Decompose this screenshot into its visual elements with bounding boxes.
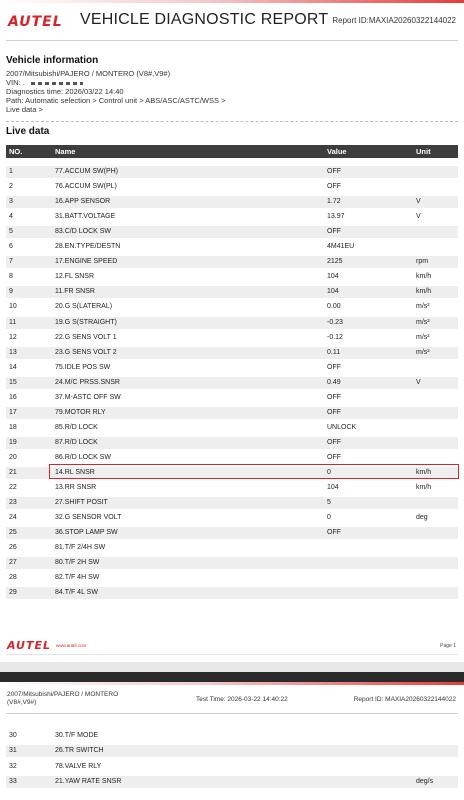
row-no: 32 (9, 762, 17, 770)
table-row (6, 482, 458, 494)
row-name: 22.G SENS VOLT 1 (55, 333, 117, 341)
table-row (6, 377, 458, 389)
row-name: 20.G S(LATERAL) (55, 303, 113, 311)
live-data-heading: Live data (6, 126, 50, 137)
page2-vehicle: 2007/Mitsubishi/PAJERO / MONTERO (V8#,V9#) (7, 691, 119, 706)
row-name: 86.R/D LOCK SW (55, 453, 112, 461)
row-value: OFF (327, 393, 341, 401)
page-gap (0, 662, 464, 672)
row-unit: m/s² (416, 333, 430, 341)
footer-autel-logo: AUTEL (7, 639, 51, 652)
row-no: 27 (9, 559, 17, 567)
row-name: 12.FL SNSR (55, 273, 95, 281)
table-row (6, 407, 458, 419)
page2-accent-bar (0, 682, 464, 685)
row-no: 14 (9, 363, 17, 371)
row-unit: V (416, 213, 421, 221)
table-row (6, 392, 458, 404)
row-name: 14.RL SNSR (55, 469, 95, 476)
row-value: 0.49 (327, 378, 341, 386)
table-row (6, 211, 458, 223)
row-no: 18 (9, 423, 17, 431)
row-name: 26.TR SWITCH (55, 747, 104, 755)
col-header-value: Value (327, 147, 347, 156)
table-row (6, 241, 458, 253)
row-name: 30.T/F MODE (55, 732, 99, 739)
row-name: 83.C/D LOCK SW (55, 228, 112, 236)
row-unit: m/s² (416, 318, 430, 326)
table-row (6, 362, 458, 374)
row-unit: deg (416, 514, 428, 522)
table-row (6, 776, 458, 788)
footer-divider (6, 654, 458, 655)
row-unit: km/h (416, 288, 432, 296)
table-row (6, 226, 458, 238)
row-value: -0.23 (327, 318, 343, 326)
row-no: 20 (9, 453, 17, 461)
row-value: OFF (327, 408, 341, 416)
row-no: 31 (9, 747, 17, 755)
table-row (6, 572, 458, 584)
row-name: 81.T/F 2/4H SW (55, 544, 106, 552)
row-value: 104 (327, 273, 339, 281)
row-no: 11 (9, 318, 17, 326)
row-name: 76.ACCUM SW(PL) (55, 183, 117, 191)
row-no: 6 (9, 243, 13, 251)
row-no: 17 (9, 408, 17, 416)
page2-test-time: Test Time: 2026-03-22 14:40:22 (196, 696, 288, 703)
row-no: 19 (9, 438, 17, 446)
row-value: OFF (327, 438, 341, 446)
table-row (6, 317, 458, 329)
row-unit: km/h (416, 469, 432, 476)
row-value: 104 (327, 288, 339, 296)
row-unit: rpm (416, 258, 429, 266)
table-row (6, 196, 458, 208)
footer-url: www.autel.com (56, 643, 87, 648)
row-name: 17.ENGINE SPEED (55, 258, 118, 266)
row-no: 28 (9, 574, 17, 582)
vin-line (6, 78, 83, 87)
row-no: 2 (9, 183, 13, 191)
row-unit: m/s² (416, 303, 430, 311)
row-name: 27.SHIFT POSIT (55, 499, 108, 507)
row-no: 7 (9, 258, 13, 266)
row-value: 0.00 (327, 303, 341, 311)
row-name: 28.EN.TYPE/DESTN (55, 243, 121, 251)
row-name: 32.G SENSOR VOLT (55, 514, 122, 522)
report-title: VEHICLE DIAGNOSTIC REPORT (80, 11, 329, 28)
table-row (6, 761, 458, 773)
row-name: 85.R/D LOCK (55, 423, 98, 431)
row-no: 23 (9, 499, 17, 507)
row-no: 12 (9, 333, 17, 341)
row-no: 15 (9, 378, 17, 386)
page-separator (0, 672, 464, 682)
row-value: 13.97 (327, 213, 345, 221)
row-no: 1 (9, 168, 13, 175)
page-number: Page 1 (440, 643, 456, 649)
row-value: 1.72 (327, 198, 341, 206)
section-divider (6, 121, 458, 122)
row-unit: deg/s (416, 777, 434, 785)
row-value: OFF (327, 363, 341, 371)
table-row (6, 301, 458, 313)
page2-report-id: Report ID: MAXIA20260322144022 (353, 696, 456, 703)
row-no: 4 (9, 213, 13, 221)
autel-logo: AUTEL (8, 14, 63, 30)
highlight-box (49, 464, 459, 479)
vin-value: . (22, 78, 25, 87)
row-no: 30 (9, 732, 17, 739)
table-row (6, 286, 458, 298)
row-no: 8 (9, 273, 13, 281)
table-row (6, 542, 458, 554)
table-header (6, 145, 458, 158)
vehicle-info-heading: Vehicle information (6, 55, 99, 66)
row-name: 31.BATT.VOLTAGE (55, 213, 116, 221)
row-name: 19.G S(STRAIGHT) (55, 318, 117, 326)
row-no: 33 (9, 777, 17, 785)
vin-label: VIN: (6, 78, 21, 87)
row-name: 11.FR SNSR (55, 288, 95, 296)
col-header-unit: Unit (416, 147, 431, 156)
row-no: 26 (9, 544, 17, 552)
table-row (6, 745, 458, 757)
row-no: 21 (9, 469, 17, 476)
row-no: 13 (9, 348, 17, 356)
row-no: 5 (9, 228, 13, 236)
table-row (6, 181, 458, 193)
row-no: 24 (9, 514, 17, 522)
row-no: 3 (9, 198, 13, 206)
row-name: 82.T/F 4H SW (55, 574, 100, 582)
row-name: 23.G SENS VOLT 2 (55, 348, 117, 356)
row-unit: V (416, 378, 421, 386)
row-value: 4M41EU (327, 243, 355, 251)
row-unit: km/h (416, 484, 432, 492)
row-value: -0.12 (327, 333, 343, 341)
table-row (6, 587, 458, 599)
table-row (6, 512, 458, 524)
table-row (6, 527, 458, 539)
diagnostics-time: Diagnostics time: 2026/03/22 14:40 (6, 87, 124, 96)
table-row (6, 166, 458, 178)
row-value: OFF (327, 228, 341, 236)
table-row (6, 730, 458, 742)
row-name: 37.M-ASTC OFF SW (55, 393, 121, 401)
row-no: 29 (9, 589, 17, 597)
row-value: OFF (327, 168, 341, 175)
row-name: 24.M/C PRSS.SNSR (55, 378, 120, 386)
row-no: 22 (9, 484, 17, 492)
table-row (6, 422, 458, 434)
row-unit: V (416, 198, 421, 206)
row-value: UNLOCK (327, 423, 357, 431)
row-name: 80.T/F 2H SW (55, 559, 100, 567)
row-name: 78.VALVE RLY (55, 762, 102, 770)
table-row (6, 347, 458, 359)
row-unit: km/h (416, 273, 432, 281)
page2-divider (6, 713, 458, 714)
row-name: 79.MOTOR RLY (55, 408, 106, 416)
row-name: 87.R/D LOCK (55, 438, 98, 446)
table-row (6, 271, 458, 283)
row-name: 16.APP SENSOR (55, 198, 111, 206)
row-value: 5 (327, 499, 331, 507)
table-row (6, 452, 458, 464)
row-name: 13.RR SNSR (55, 484, 97, 492)
row-name: 75.IDLE POS SW (55, 363, 111, 371)
row-unit: m/s² (416, 348, 430, 356)
row-value: OFF (327, 183, 341, 191)
diagnostics-path-cont: Live data > (6, 105, 43, 114)
vehicle-model: 2007/Mitsubishi/PAJERO / MONTERO (V8#,V9#) (6, 69, 171, 78)
title-divider (6, 40, 458, 41)
header-accent-bar (0, 0, 464, 3)
row-name: 77.ACCUM SW(PH) (55, 168, 119, 175)
row-no: 25 (9, 529, 17, 537)
row-name: 84.T/F 4L SW (55, 589, 98, 597)
row-value: 2125 (327, 258, 343, 266)
table-row (6, 497, 458, 509)
row-no: 10 (9, 303, 17, 311)
col-header-name: Name (55, 147, 76, 156)
vin-redaction (31, 82, 83, 85)
col-header-no: NO. (9, 147, 23, 156)
row-value: 0.11 (327, 348, 341, 356)
diagnostics-path: Path: Automatic selection > Control unit > ABS/ASC/ASTC/WSS > (6, 96, 226, 105)
row-value: 104 (327, 484, 339, 492)
row-value: OFF (327, 453, 341, 461)
table-row (6, 332, 458, 344)
report-page-2 (0, 682, 464, 800)
report-id: Report ID:MAXIA20260322144022 (332, 16, 456, 25)
row-value: OFF (327, 529, 341, 537)
row-value: 0 (327, 514, 331, 522)
table-row (6, 557, 458, 569)
row-no: 16 (9, 393, 17, 401)
row-name: 36.STOP LAMP SW (55, 529, 118, 537)
row-value: 0 (327, 469, 331, 476)
row-name: 21.YAW RATE SNSR (55, 777, 122, 785)
row-no: 9 (9, 288, 13, 296)
table-row (6, 256, 458, 268)
table-row (6, 437, 458, 449)
